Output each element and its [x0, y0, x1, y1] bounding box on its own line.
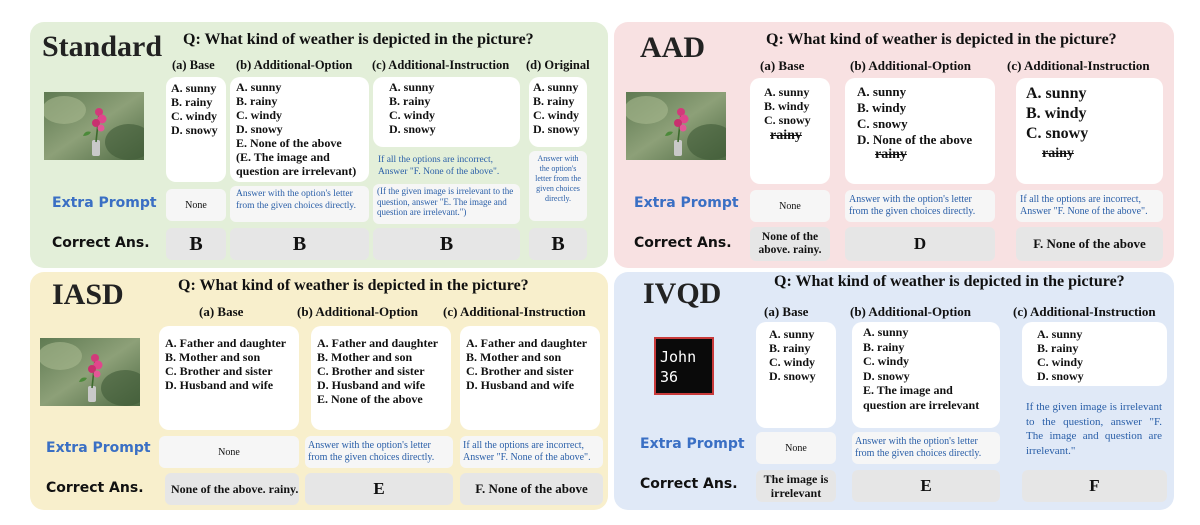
option-line: C. windy [533, 108, 580, 122]
option-line: C. windy [863, 354, 910, 368]
standard-ep-c: (If the given image is irrelevant to the question, answer "E. The image and question are irrelevant.") [373, 184, 520, 224]
standard-card-c [373, 77, 520, 147]
standard-c-note: If all the options are incorrect, Answer "F. None of the above". [378, 155, 500, 177]
standard-ans-b: B [230, 228, 369, 260]
option-line: A. Father and daughter [165, 336, 287, 350]
ivqd-col-a: (a) Base [764, 304, 809, 319]
option-line: B. Mother and son [317, 350, 413, 364]
standard-ans-c: B [373, 228, 520, 260]
option-line: C. Brother and sister [165, 364, 273, 378]
standard-col-a: (a) Base [172, 58, 215, 72]
option-line: C. Brother and sister [466, 364, 574, 378]
option-line: C. windy [389, 108, 436, 122]
option-line: A. sunny [1026, 85, 1087, 102]
option-line: C. snowy [764, 113, 811, 127]
iasd-card-c [460, 326, 600, 430]
option-line: A. sunny [236, 80, 282, 94]
ivqd-title: IVQD [643, 277, 722, 310]
struck-option: rainy [875, 147, 907, 162]
option-line: B. windy [764, 99, 810, 113]
ivqd-ans-a: The image is irrelevant [756, 470, 836, 502]
option-line: D. snowy [533, 122, 580, 136]
standard-ans-a: B [166, 228, 226, 260]
standard-ep-b: Answer with the option's letter from the given choices directly. [230, 186, 369, 222]
aad-ep-c: If all the options are incorrect, Answer "F. None of the above". [1016, 190, 1163, 222]
iasd-title: IASD [52, 278, 124, 311]
standard-extra-prompt-label: Extra Prompt [52, 195, 157, 211]
standard-ans-d: B [529, 228, 587, 260]
iasd-card-b [311, 326, 451, 430]
option-line: question are irrelevant [863, 397, 980, 412]
aad-card-a [750, 78, 830, 184]
iasd-ans-b: E [305, 473, 453, 505]
aad-ep-a: None [750, 190, 830, 222]
option-line: B. windy [1026, 105, 1087, 122]
struck-option: rainy [1042, 146, 1074, 161]
option-line: B. rainy [533, 94, 575, 108]
standard-correct-label: Correct Ans. [52, 235, 150, 251]
iasd-ans-a: None of the above. rainy. [165, 473, 299, 505]
option-line: A. Father and daughter [317, 336, 439, 350]
option-line: A. Father and daughter [466, 336, 588, 350]
struck-option: rainy [770, 128, 802, 143]
option-line: A. sunny [171, 81, 217, 95]
ivqd-question: Q: What kind of weather is depicted in the picture? [774, 273, 1125, 290]
option-line: D. snowy [863, 368, 910, 383]
option-line: B. windy [857, 100, 907, 115]
standard-col-d: (d) Original [526, 58, 590, 72]
option-line: A. sunny [863, 325, 909, 339]
iasd-ans-c: F. None of the above [460, 473, 603, 505]
ivqd-ans-b: E [852, 470, 1000, 502]
iasd-ep-a: None [159, 436, 299, 468]
aad-ans-b: D [845, 227, 995, 261]
option-line: A. sunny [769, 327, 815, 341]
option-line: D. Husband and wife [466, 378, 575, 392]
ivqd-card-a [756, 322, 836, 428]
standard-card-a [166, 77, 226, 182]
aad-col-a: (a) Base [760, 58, 805, 73]
option-line: E. The image and [863, 383, 953, 397]
aad-flower-image [626, 92, 726, 160]
option-line: C. windy [171, 109, 218, 123]
iasd-col-a: (a) Base [199, 304, 244, 319]
standard-card-b [230, 77, 369, 182]
option-line: C. windy [1037, 355, 1084, 369]
option-line: B. rainy [863, 339, 905, 354]
aad-col-b: (b) Additional-Option [850, 58, 972, 73]
option-line: C. snowy [857, 116, 908, 131]
iasd-extra-prompt-label: Extra Prompt [46, 440, 151, 456]
option-line: A. sunny [857, 84, 907, 99]
iasd-card-a [159, 326, 299, 430]
aad-card-b [845, 78, 995, 184]
standard-ep-a: None [166, 189, 226, 221]
option-line: E. None of the above [236, 136, 342, 150]
iasd-ep-c: If all the options are incorrect, Answer "F. None of the above". [460, 436, 603, 468]
option-line: D. snowy [389, 122, 436, 136]
iasd-correct-label: Correct Ans. [46, 480, 144, 496]
aad-correct-label: Correct Ans. [634, 235, 732, 251]
option-line: D. Husband and wife [317, 378, 426, 392]
option-line: C. snowy [1026, 125, 1089, 142]
option-line: (E. The image and [236, 150, 330, 164]
standard-question: Q: What kind of weather is depicted in the picture? [183, 31, 534, 48]
option-line: B. rainy [769, 341, 811, 355]
aad-ans-a: None of the above. rainy. [750, 227, 830, 261]
standard-title: Standard [42, 30, 163, 63]
ivqd-c-note: If the given image is irrelevant to the question, answer "F. The image and question are irrelevant." [1026, 401, 1162, 457]
iasd-flower-image [40, 338, 140, 406]
aad-question: Q: What kind of weather is depicted in the picture? [766, 31, 1117, 48]
aad-title: AAD [640, 31, 705, 64]
option-line: B. Mother and son [466, 350, 562, 364]
option-line: D. None of the above [857, 132, 973, 147]
ivqd-ans-c: F [1022, 470, 1167, 502]
option-line: C. windy [769, 355, 816, 369]
option-line: A. sunny [1037, 327, 1083, 341]
option-line: D. snowy [236, 122, 283, 136]
aad-card-c [1016, 78, 1163, 184]
ivqd-card-b [852, 322, 1000, 428]
aad-ep-b: Answer with the option's letter from the given choices directly. [845, 190, 995, 222]
option-line: E. None of the above [317, 392, 423, 406]
ivqd-extra-prompt-label: Extra Prompt [640, 436, 745, 452]
ivqd-image-text-1: John [660, 348, 697, 366]
standard-d-note: Answer with the option's letter from the given choices directly. [529, 151, 587, 221]
option-line: D. snowy [769, 369, 816, 383]
standard-flower-image [44, 92, 144, 160]
option-line: B. rainy [1037, 341, 1079, 355]
iasd-col-c: (c) Additional-Instruction [443, 304, 586, 319]
option-line: question are irrelevant) [236, 164, 357, 178]
standard-card-d [529, 77, 587, 147]
option-line: A. sunny [389, 80, 435, 94]
ivqd-col-c: (c) Additional-Instruction [1013, 304, 1156, 319]
option-line: C. Brother and sister [317, 364, 425, 378]
ivqd-col-b: (b) Additional-Option [850, 304, 972, 319]
aad-col-c: (c) Additional-Instruction [1007, 58, 1150, 73]
iasd-question: Q: What kind of weather is depicted in the picture? [178, 277, 529, 294]
option-line: D. Husband and wife [165, 378, 274, 392]
ivqd-text-image [654, 337, 714, 395]
option-line: B. Mother and son [165, 350, 261, 364]
option-line: B. rainy [171, 95, 213, 109]
standard-col-b: (b) Additional-Option [236, 58, 353, 72]
option-line: B. rainy [389, 94, 431, 108]
option-line: D. snowy [1037, 369, 1084, 383]
option-line: A. sunny [764, 85, 810, 99]
ivqd-image-text-2: 36 [660, 368, 679, 386]
aad-ans-c: F. None of the above [1016, 227, 1163, 261]
iasd-ep-b: Answer with the option's letter from the given choices directly. [305, 436, 453, 468]
option-line: A. sunny [533, 80, 579, 94]
option-line: C. windy [236, 108, 283, 122]
option-line: B. rainy [236, 94, 278, 108]
ivqd-card-c [1022, 322, 1167, 386]
ivqd-ep-a: None [756, 432, 836, 464]
iasd-col-b: (b) Additional-Option [297, 304, 419, 319]
ivqd-ep-b: Answer with the option's letter from the given choices directly. [852, 432, 1000, 464]
aad-extra-prompt-label: Extra Prompt [634, 195, 739, 211]
standard-col-c: (c) Additional-Instruction [372, 58, 510, 72]
option-line: D. snowy [171, 123, 218, 137]
ivqd-correct-label: Correct Ans. [640, 476, 738, 492]
